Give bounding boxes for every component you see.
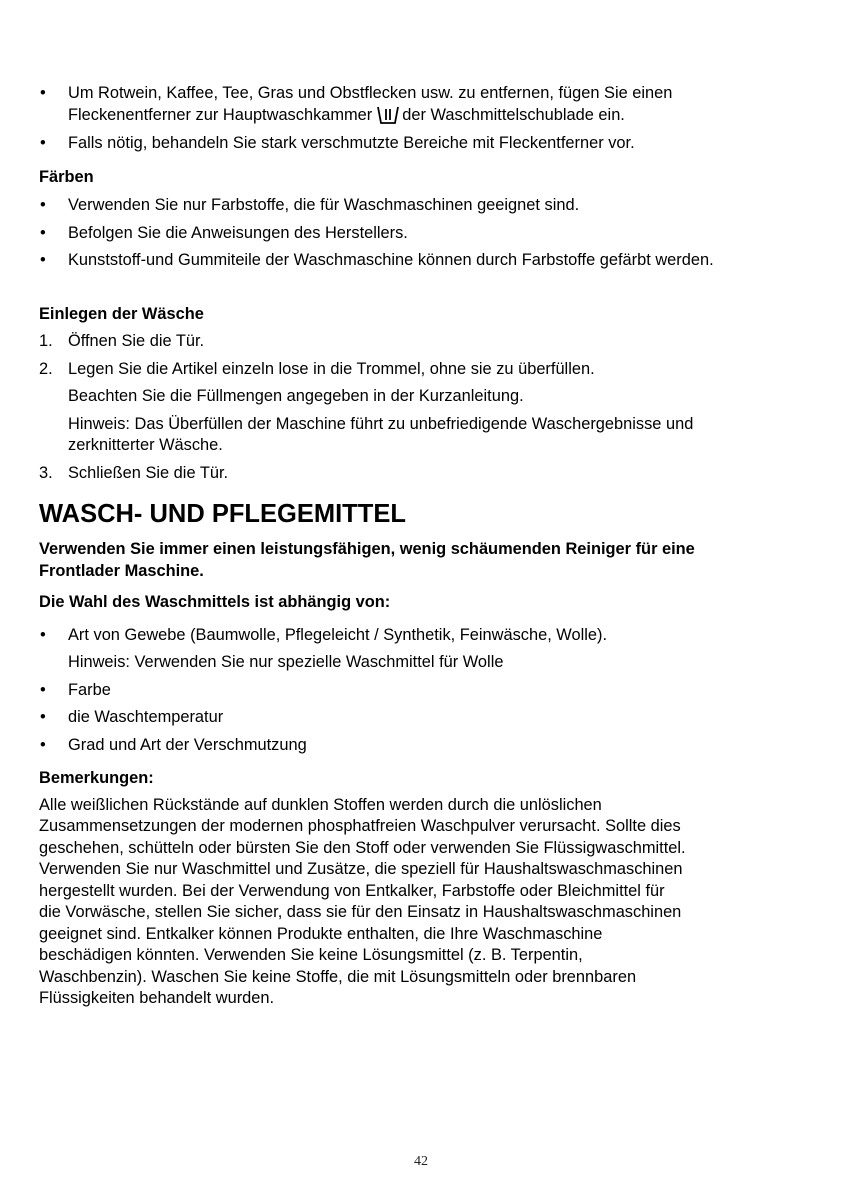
remarks-line: die Vorwäsche, stellen Sie sicher, dass sie für den Einsatz in Haushaltswaschmaschinen: [39, 903, 682, 921]
loading-step-text: Schließen Sie die Tür.: [68, 463, 229, 482]
bullet-marker: •: [40, 223, 46, 242]
dyeing-item: [39, 223, 779, 245]
bullet-marker: •: [40, 251, 46, 269]
detergent-factor-item: [39, 707, 779, 729]
detergent-factor-item: [39, 735, 779, 757]
loading-step-note: [39, 414, 779, 457]
remarks-paragraph: [39, 795, 779, 1010]
stain-removal-text-after: der Waschmittelschublade ein.: [402, 105, 625, 124]
loading-step: [39, 463, 779, 485]
remarks-line: beschädigen könnten. Verwenden Sie keine Lösungsmittel (z. B. Terpentin,: [39, 946, 583, 964]
stain-removal-text-before: Um Rotwein, Kaffee, Tee, Gras und Obstflecken usw. zu entfernen, fügen Sie einen Fleckenentferner zur Hauptwaschkammer: [68, 84, 673, 124]
stain-removal-item: [39, 83, 779, 126]
loading-step-text: Öffnen Sie die Tür.: [68, 332, 205, 350]
detergent-note-text: Hinweis: Verwenden Sie nur spezielle Waschmittel für Wolle: [68, 653, 504, 671]
remarks-line: Alle weißlichen Rückstände auf dunklen Stoffen werden durch die unlöslichen: [39, 795, 602, 814]
bullet-marker: •: [40, 625, 46, 644]
bullet-marker: •: [40, 680, 46, 699]
remarks-line: Waschbenzin). Waschen Sie keine Stoffe, die mit Lösungsmitteln oder brennbaren: [39, 967, 637, 986]
remarks-line: Flüssigkeiten behandelt wurden.: [39, 989, 275, 1007]
dyeing-item: [39, 250, 779, 272]
detergent-intro: Verwenden Sie immer einen leistungsfähigen, wenig schäumenden Reiniger für eine Frontlader Maschine.: [39, 540, 695, 580]
dyeing-item: [39, 195, 779, 217]
step-number: 1.: [39, 332, 53, 350]
pretreat-text: Falls nötig, behandeln Sie stark verschmutzte Bereiche mit Fleckentferner vor.: [68, 134, 635, 152]
loading-note-text: Hinweis: Das Überfüllen der Maschine führt zu unbefriedigende Waschergebnisse und zerknitterter Wäsche.: [68, 414, 694, 454]
loading-step-note: [39, 386, 779, 408]
section-title: WASCH- UND PFLEGEMITTEL: [39, 500, 406, 528]
detergent-factor-text: Art von Gewebe (Baumwolle, Pflegeleicht / Synthetik, Feinwäsche, Wolle).: [68, 625, 608, 644]
page-content: [39, 83, 779, 1010]
dyeing-item-text: Verwenden Sie nur Farbstoffe, die für Waschmaschinen geeignet sind.: [68, 196, 580, 214]
detergent-factor-item: [39, 680, 779, 702]
loading-heading: Einlegen der Wäsche: [39, 304, 204, 323]
remarks-line: Verwenden Sie nur Waschmittel und Zusätze, die speziell für Haushaltswaschmaschinen: [39, 860, 683, 878]
loading-step: [39, 359, 779, 381]
step-number: 2.: [39, 359, 53, 378]
remarks-line: geschehen, schütteln oder bürsten Sie den Stoff oder verwenden Sie Flüssigwaschmittel.: [39, 838, 686, 857]
loading-step: [39, 331, 779, 353]
page-number: 42: [414, 1154, 428, 1169]
pretreat-item: [39, 133, 779, 155]
remarks-line: hergestellt wurden. Bei der Verwendung von Entkalker, Farbstoffe oder Bleichmittel für: [39, 881, 665, 900]
dyeing-item-text: Befolgen Sie die Anweisungen des Herstellers.: [68, 223, 408, 242]
remarks-heading: Bemerkungen:: [39, 769, 154, 787]
detergent-choice-heading: Die Wahl des Waschmittels ist abhängig von:: [39, 593, 391, 611]
loading-note-text: Beachten Sie die Füllmengen angegeben in der Kurzanleitung.: [68, 387, 524, 405]
loading-step-text: Legen Sie die Artikel einzeln lose in die Trommel, ohne sie zu überfüllen.: [68, 359, 595, 378]
dyeing-item-text: Kunststoff-und Gummiteile der Waschmaschine können durch Farbstoffe gefärbt werden.: [68, 251, 714, 269]
step-number: 3.: [39, 463, 53, 482]
detergent-factor-item: [39, 625, 779, 647]
bullet-marker: •: [40, 134, 46, 152]
bullet-marker: •: [40, 708, 46, 726]
dyeing-heading: Färben: [39, 167, 94, 186]
bullet-marker: •: [40, 84, 46, 102]
detergent-factor-text: Farbe: [68, 680, 111, 699]
remarks-line: Zusammensetzungen der modernen phosphatfreien Waschpulver verursacht. Sollte dies: [39, 817, 681, 835]
detergent-factor-text: Grad und Art der Verschmutzung: [68, 735, 307, 754]
detergent-factor-note: [39, 652, 779, 674]
detergent-factor-text: die Waschtemperatur: [68, 708, 224, 726]
remarks-line: geeignet sind. Entkalker können Produkte enthalten, die Ihre Waschmaschine: [39, 924, 603, 943]
main-wash-compartment-icon: [376, 106, 400, 132]
bullet-marker: •: [40, 196, 46, 214]
bullet-marker: •: [40, 735, 46, 754]
